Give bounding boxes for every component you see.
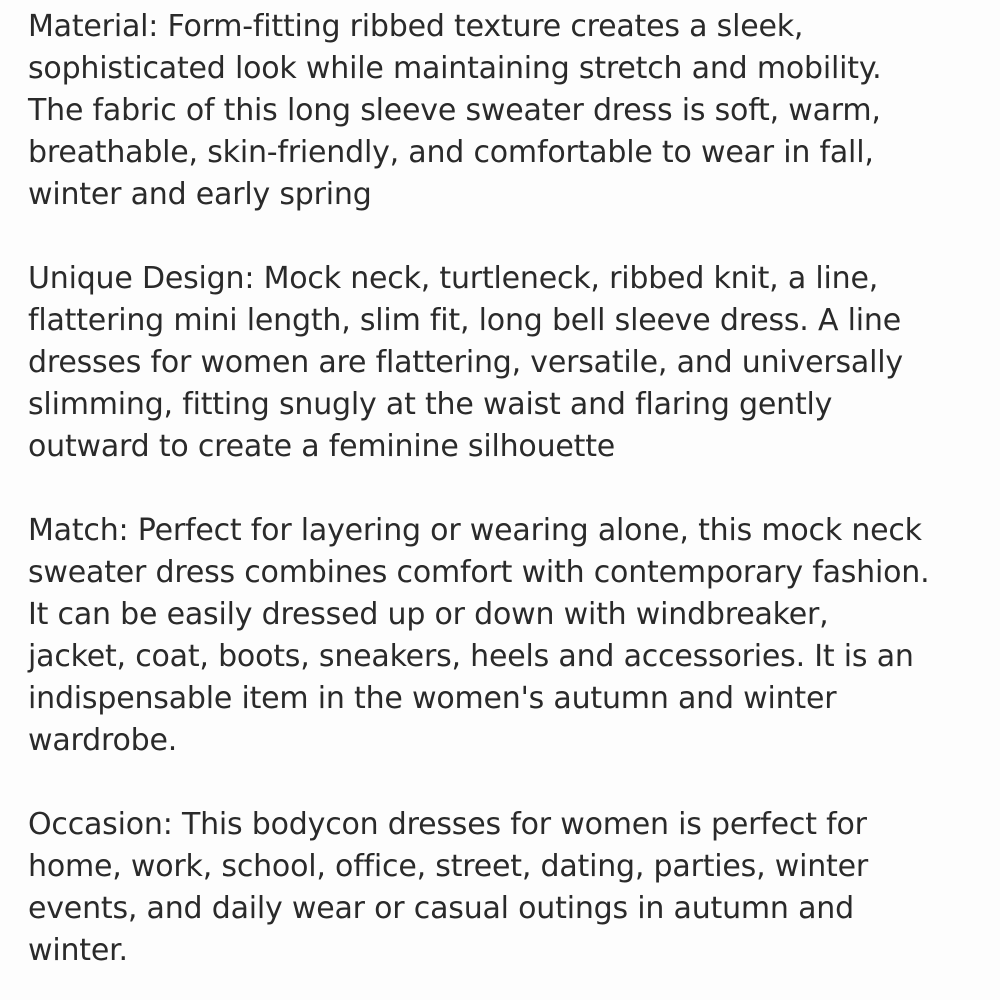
text-line: Material: Form-fitting ribbed texture creates a sleek, (28, 9, 804, 44)
text-line: winter and early spring (28, 177, 372, 212)
text-line: jacket, coat, boots, sneakers, heels and accessories. It is an (28, 639, 914, 674)
text-line: slimming, fitting snugly at the waist and flaring gently (28, 387, 833, 422)
paragraph-unique-design (28, 258, 988, 468)
text-line: The fabric of this long sleeve sweater dress is soft, warm, (28, 93, 881, 128)
text-line: indispensable item in the women's autumn and winter (28, 681, 837, 716)
text-line: It can be easily dressed up or down with windbreaker, (28, 597, 829, 632)
text-line: dresses for women are flattering, versatile, and universally (28, 345, 903, 380)
text-line: Unique Design: Mock neck, turtleneck, ribbed knit, a line, (28, 261, 879, 296)
text-line: Occasion: This bodycon dresses for women is perfect for (28, 807, 867, 842)
text-line: events, and daily wear or casual outings in autumn and (28, 891, 854, 926)
paragraph-material (28, 6, 988, 216)
text-line: home, work, school, office, street, dating, parties, winter (28, 849, 869, 884)
paragraph-match (28, 510, 988, 762)
text-line: breathable, skin-friendly, and comfortable to wear in fall, (28, 135, 874, 170)
text-line: outward to create a feminine silhouette (28, 429, 616, 464)
text-line: sweater dress combines comfort with contemporary fashion. (28, 555, 930, 590)
text-line: wardrobe. (28, 723, 178, 758)
text-line: Match: Perfect for layering or wearing alone, this mock neck (28, 513, 922, 548)
text-line: flattering mini length, slim fit, long bell sleeve dress. A line (28, 303, 901, 338)
text-line: sophisticated look while maintaining stretch and mobility. (28, 51, 882, 86)
paragraph-occasion (28, 804, 988, 972)
product-description (28, 6, 988, 972)
text-line: winter. (28, 933, 128, 968)
